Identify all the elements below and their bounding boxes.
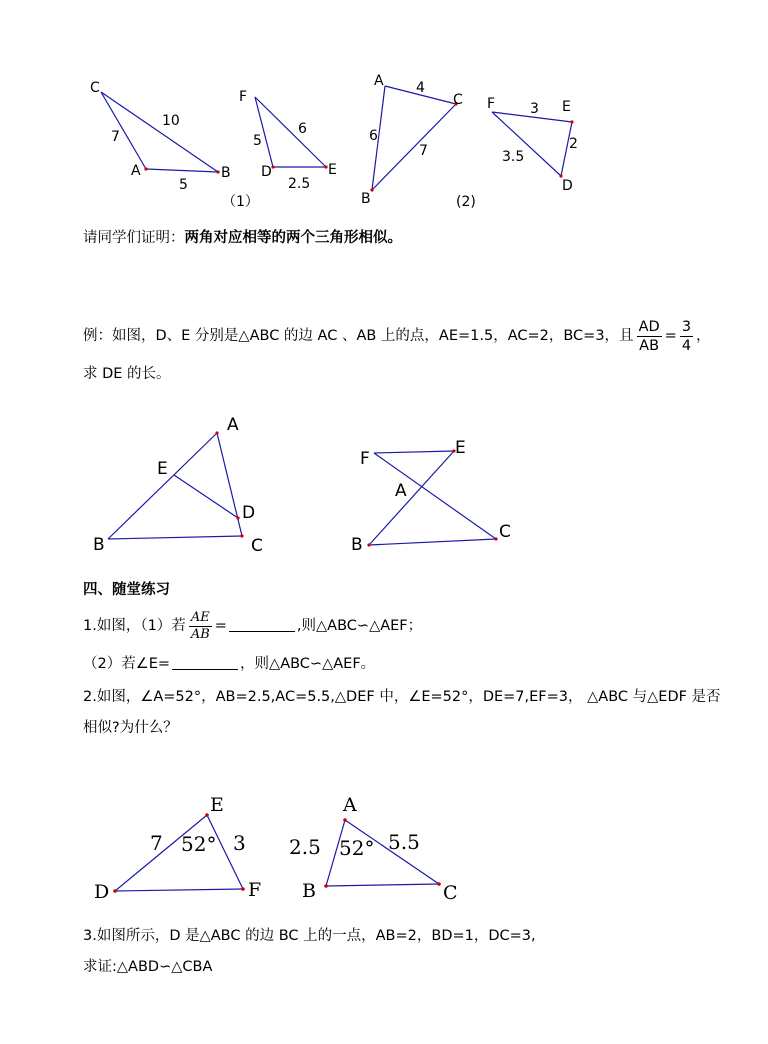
- example-figure: [0, 400, 768, 560]
- label-b: B: [351, 535, 363, 555]
- side-ef: 3: [233, 831, 246, 855]
- side-cb: 10: [162, 113, 180, 129]
- triangle-abc: [289, 794, 458, 904]
- label-b: B: [93, 535, 105, 555]
- triangle-fde: [222, 89, 337, 210]
- label-d: D: [242, 503, 256, 523]
- prove-statement: 两角对应相等的两个三角形相似。: [184, 230, 402, 246]
- example-line-1: 例：如图，D、E 分别是△ABC 的边 AC 、AB 上的点，AE=1.5，AC=2，BC=3，且 $\frac{AD}{AB}$ = $\frac{3}{4}$ ，: [83, 318, 711, 354]
- label-f: F: [239, 89, 248, 105]
- label-c: C: [251, 536, 263, 556]
- label-f: F: [360, 449, 370, 469]
- side-ab: 5: [179, 177, 188, 193]
- label-a: A: [343, 794, 357, 816]
- side-de: 2.5: [288, 176, 311, 192]
- label-f: F: [248, 879, 262, 901]
- side-ab: 2.5: [289, 835, 321, 859]
- triangle-fed: [487, 96, 578, 194]
- side-bc: 7: [419, 143, 428, 159]
- fraction-3-4: $\frac{3}{4}$: [681, 318, 692, 354]
- label-a: A: [131, 163, 141, 179]
- similar-triangles-figure-1: [0, 0, 768, 215]
- fraction-ad-ab: $\frac{AD}{AB}$: [638, 318, 660, 354]
- label-a: A: [395, 481, 407, 501]
- caption-2: (2): [456, 194, 476, 210]
- label-d: D: [562, 178, 573, 194]
- label-e: E: [562, 99, 571, 115]
- label-b: B: [302, 880, 316, 902]
- side-fe: 3: [530, 101, 539, 117]
- label-c: C: [443, 882, 458, 904]
- label-c: C: [499, 522, 511, 542]
- fraction-ae-ab: $\frac{AE}{AB}$: [190, 609, 210, 642]
- question-3-line-1: 3.如图所示，D 是△ABC 的边 BC 上的一点，AB=2，BD=1，DC=3,: [83, 928, 536, 944]
- triangle-abc-with-de: [93, 415, 263, 556]
- label-b: B: [361, 191, 371, 207]
- crossed-triangles: [351, 438, 511, 555]
- side-fd: 3.5: [502, 149, 525, 165]
- label-c: C: [453, 92, 463, 108]
- label-c: C: [90, 80, 100, 96]
- section-title: 四、随堂练习: [83, 582, 170, 598]
- side-de: 7: [150, 831, 163, 855]
- angle-a: 52°: [339, 836, 375, 860]
- label-f: F: [487, 96, 496, 112]
- caption-1: （1）: [222, 194, 259, 210]
- question-1a: 1.如图，（1）若 $\frac{AE}{AB}$ = ,则△ABC∽△AEF；: [83, 609, 423, 642]
- question-3-line-2: 求证:△ABD∽△CBA: [83, 959, 213, 975]
- example-text: 例：如图，D、E 分别是△ABC 的边 AC 、AB 上的点，AE=1.5，AC=2，BC=3，且: [83, 328, 634, 344]
- triangle-edf: [94, 794, 261, 903]
- side-ab: 6: [369, 128, 378, 144]
- side-ed: 2: [569, 136, 578, 152]
- label-a: A: [374, 73, 384, 89]
- question-1b: （2）若∠E= ，则△ABC∽△AEF。: [83, 656, 376, 672]
- answer-blank-1[interactable]: [229, 617, 295, 632]
- label-e: E: [328, 162, 337, 178]
- prove-prefix: 请同学们证明：: [83, 230, 185, 246]
- example-line-2: 求 DE 的长。: [83, 366, 171, 382]
- side-ca: 7: [111, 129, 120, 145]
- label-e: E: [157, 459, 168, 479]
- triangle-cab: [90, 80, 231, 193]
- prove-prompt: [83, 228, 402, 248]
- angle-triangles-figure: [0, 780, 768, 910]
- label-d: D: [261, 164, 272, 180]
- answer-blank-2[interactable]: [172, 655, 238, 670]
- question-2-line-2: 相似?为什么？: [83, 720, 178, 736]
- label-d: D: [94, 881, 110, 903]
- side-ac: 5.5: [388, 830, 420, 854]
- label-e: E: [455, 438, 466, 458]
- side-ac: 4: [416, 80, 425, 96]
- label-b: B: [221, 165, 231, 181]
- angle-e: 52°: [181, 832, 217, 856]
- side-fd: 5: [253, 133, 262, 149]
- triangle-acb: [361, 73, 476, 210]
- label-e: E: [210, 794, 224, 816]
- side-fe: 6: [298, 121, 307, 137]
- question-2-line-1: 2.如图，∠A=52°，AB=2.5,AC=5.5,△DEF 中，∠E=52°，DE=7,EF=3， △ABC 与△EDF 是否: [83, 689, 721, 705]
- label-a: A: [227, 415, 239, 435]
